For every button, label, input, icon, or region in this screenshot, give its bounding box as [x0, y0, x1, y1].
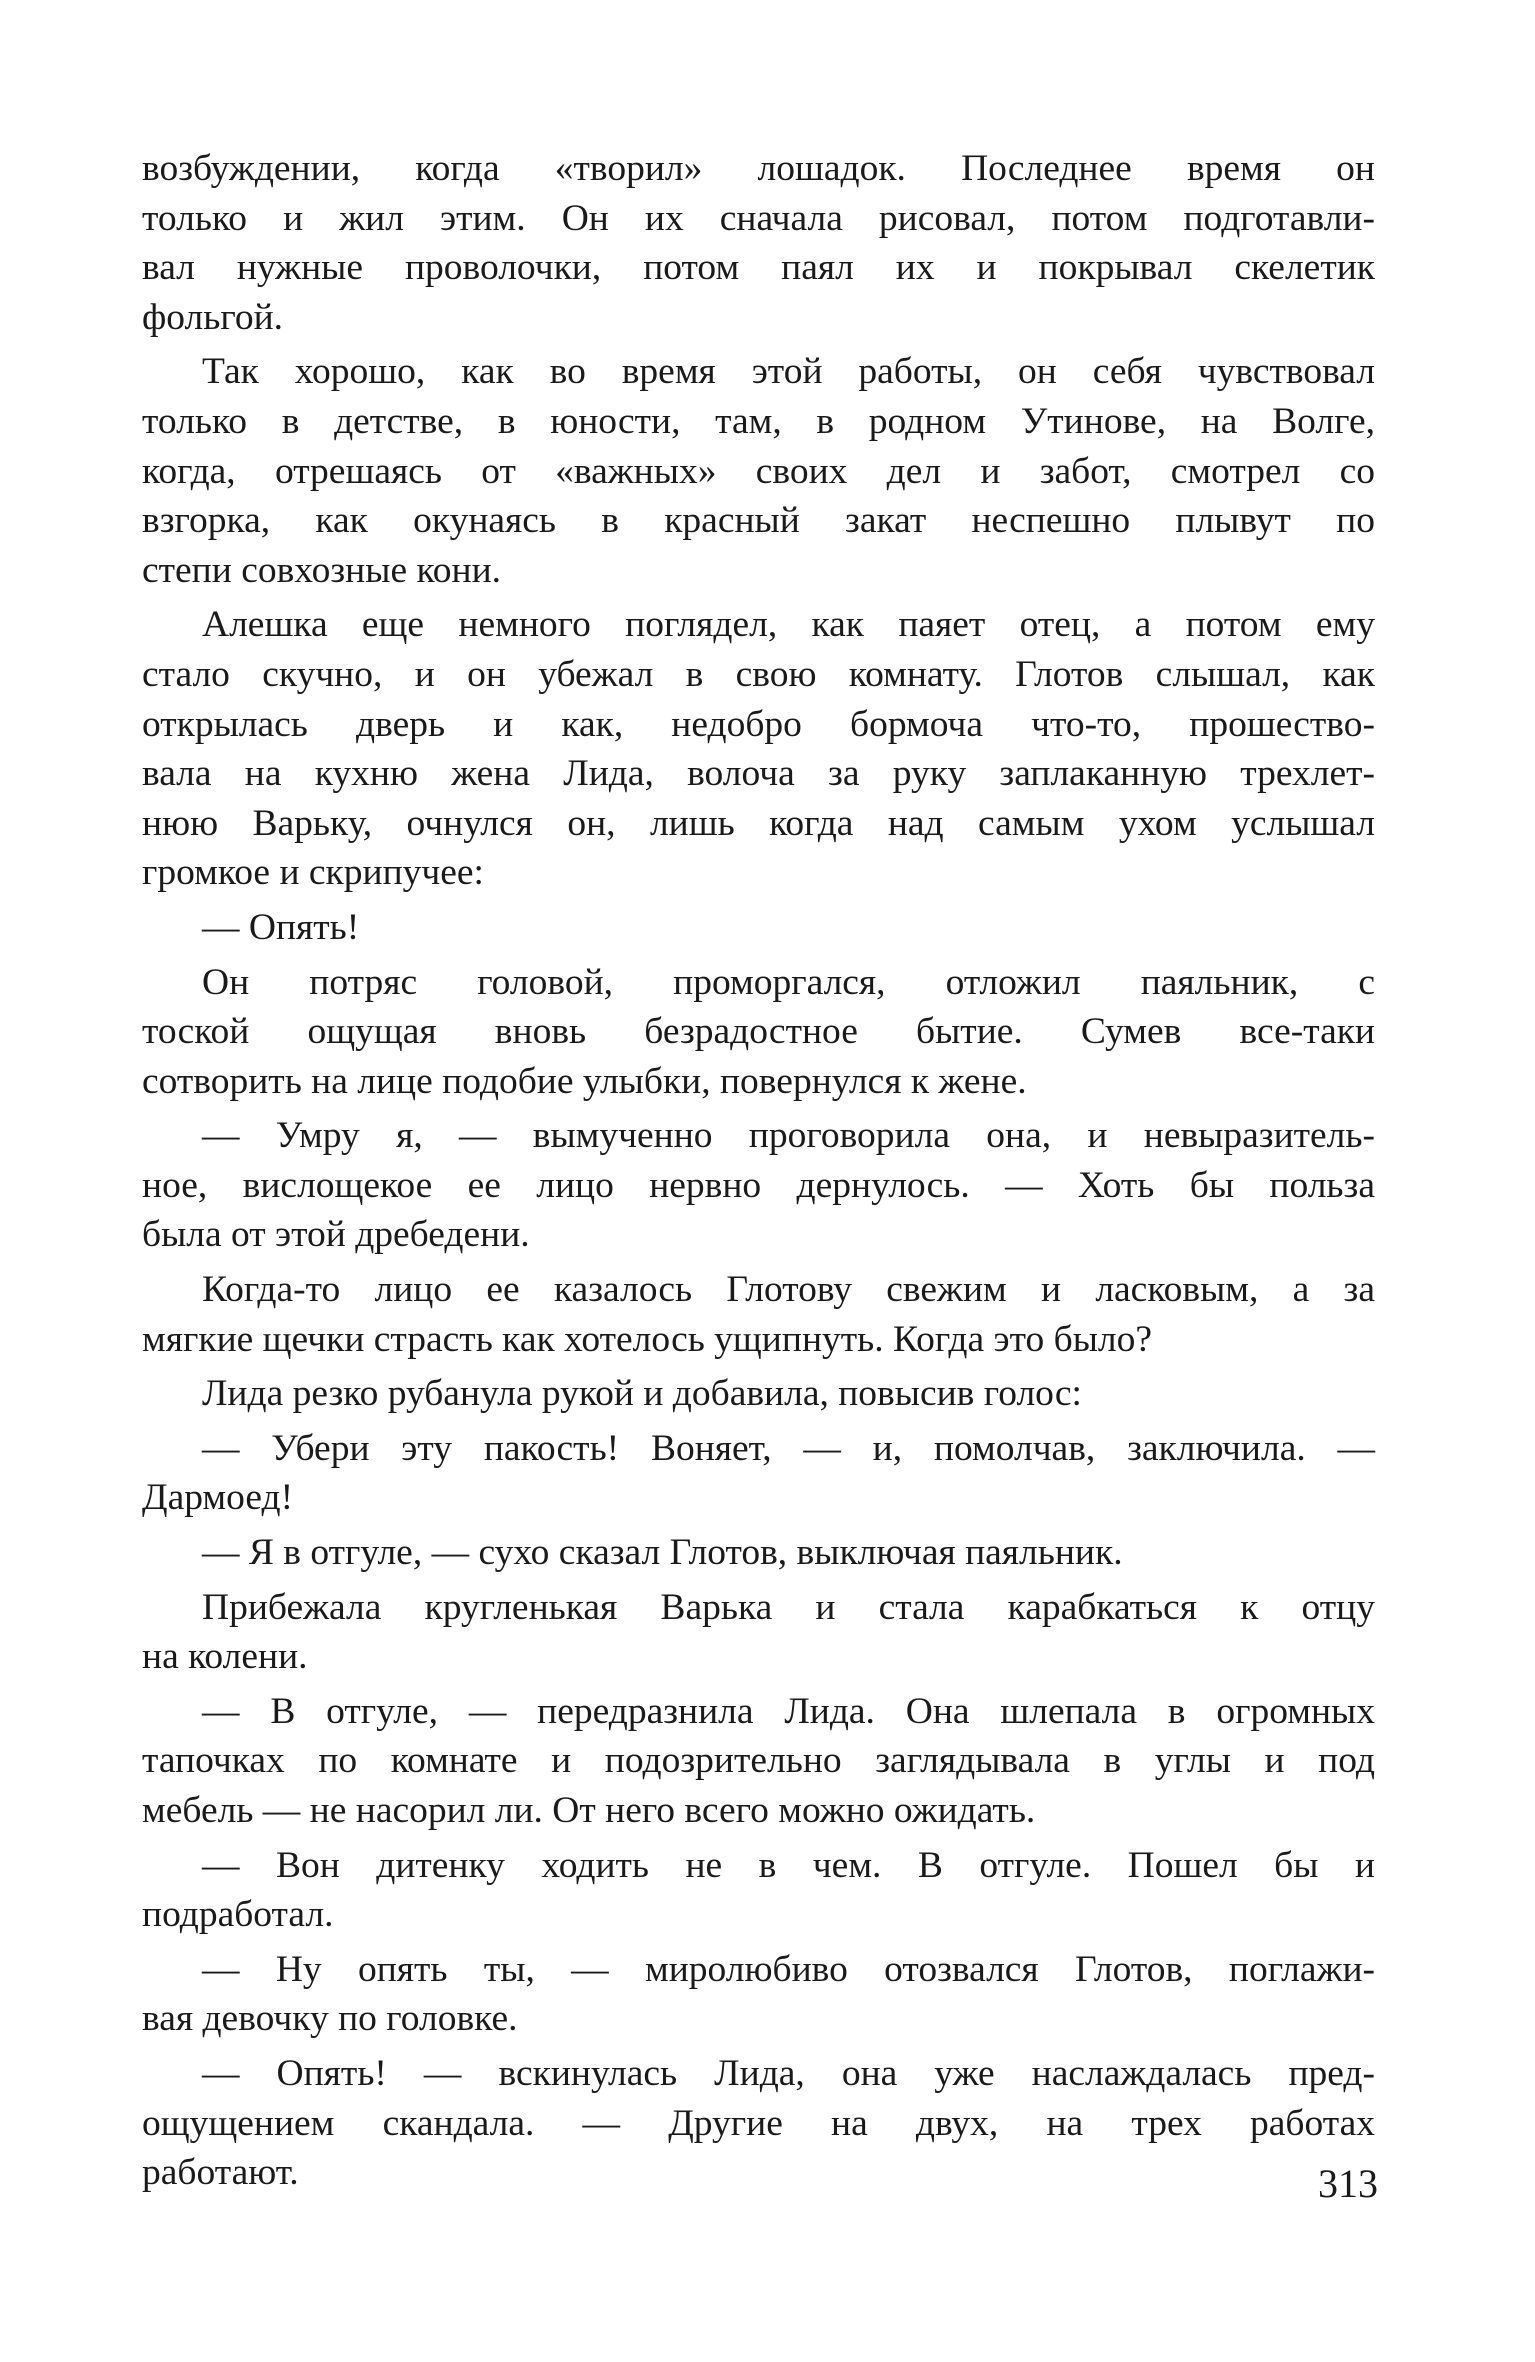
paragraph [142, 2049, 1375, 2198]
paragraph [142, 1369, 1375, 1419]
text-line: нюю Варьку, очнулся он, лишь когда над самым ухом услышал [142, 802, 1375, 844]
page-text [142, 144, 1375, 2203]
text-line: была от этой дребедени. [142, 1214, 530, 1256]
paragraph [142, 1424, 1375, 1523]
text-line: — Опять! — вскинулась Лида, она уже наслаждалась пред- [202, 2052, 1375, 2094]
text-line: вая девочку по головке. [142, 1998, 518, 2040]
text-line: громкое и скрипучее: [142, 852, 484, 894]
text-line: Он потряс головой, проморгался, отложил паяльник, с [202, 961, 1375, 1003]
paragraph [142, 1265, 1375, 1364]
text-line: — Вон дитенку ходить не в чем. В отгуле. Пошел бы и [202, 1844, 1375, 1886]
text-line: Дармоед! [142, 1477, 294, 1519]
paragraph [142, 958, 1375, 1107]
paragraph [142, 144, 1375, 342]
paragraph [142, 600, 1375, 898]
text-line: сотворить на лице подобие улыбки, повернулся к жене. [142, 1060, 1027, 1102]
text-line: вала на кухню жена Лида, волоча за руку заплаканную трехлет- [142, 753, 1375, 795]
text-line: ощущением скандала. — Другие на двух, на трех работах [142, 2102, 1375, 2144]
text-line: Алешка еще немного поглядел, как паяет отец, а потом ему [202, 604, 1375, 646]
page-number: 313 [1318, 2161, 1378, 2206]
text-line: вал нужные проволочки, потом паял их и покрывал скелетик [142, 247, 1375, 289]
paragraph [142, 1111, 1375, 1260]
text-line: стало скучно, и он убежал в свою комнату. Глотов слышал, как [142, 653, 1375, 695]
text-line: — Убери эту пакость! Воняет, — и, помолчав, заключила. — [202, 1427, 1375, 1469]
text-line: — Умру я, — вымученно проговорила она, и невыразитель- [202, 1115, 1375, 1157]
text-line: Так хорошо, как во время этой работы, он себя чувствовал [202, 351, 1375, 393]
paragraph [142, 1945, 1375, 2044]
text-line: степи совхозные кони. [142, 549, 502, 591]
paragraph [142, 1841, 1375, 1940]
text-line: Когда-то лицо ее казалось Глотову свежим и ласковым, а за [202, 1269, 1375, 1311]
text-line: — Опять! [202, 906, 360, 948]
text-line: когда, отрешаясь от «важных» своих дел и забот, смотрел со [142, 450, 1375, 492]
text-line: на колени. [142, 1636, 308, 1678]
text-line: — Ну опять ты, — миролюбиво отозвался Глотов, поглажи- [202, 1948, 1375, 1990]
text-line: тоской ощущая вновь безрадостное бытие. Сумев все-таки [142, 1011, 1375, 1053]
text-line: — В отгуле, — передразнила Лида. Она шлепала в огромных [202, 1690, 1375, 1732]
paragraph [142, 1528, 1375, 1578]
paragraph [142, 903, 1375, 953]
text-line: Прибежала кругленькая Варька и стала карабкаться к отцу [202, 1586, 1375, 1628]
text-line: открылась дверь и как, недобро бормоча что-то, прошество- [142, 703, 1375, 745]
text-line: ное, вислощекое ее лицо нервно дернулось. — Хоть бы польза [142, 1164, 1375, 1206]
text-line: подработал. [142, 1894, 334, 1936]
text-line: взгорка, как окунаясь в красный закат неспешно плывут по [142, 500, 1375, 542]
text-line: только в детстве, в юности, там, в родном Утинове, на Волге, [142, 400, 1375, 442]
text-line: возбуждении, когда «творил» лошадок. Последнее время он [142, 148, 1375, 189]
text-line: работают. [142, 2152, 299, 2194]
paragraph [142, 1583, 1375, 1682]
text-line: тапочках по комнате и подозрительно заглядывала в углы и под [142, 1740, 1375, 1782]
text-line: мебель — не насорил ли. От него всего можно ожидать. [142, 1790, 1036, 1831]
text-line: — Я в отгуле, — сухо сказал Глотов, выключая паяльник. [202, 1532, 1123, 1574]
text-line: Лида резко рубанула рукой и добавила, повысив голос: [202, 1373, 1082, 1415]
text-line: мягкие щечки страсть как хотелось ущипнуть. Когда это было? [142, 1318, 1153, 1360]
paragraph [142, 347, 1375, 595]
text-line: фольгой. [142, 296, 284, 338]
paragraph [142, 1687, 1375, 1836]
text-line: только и жил этим. Он их сначала рисовал, потом подготавли- [142, 197, 1375, 239]
